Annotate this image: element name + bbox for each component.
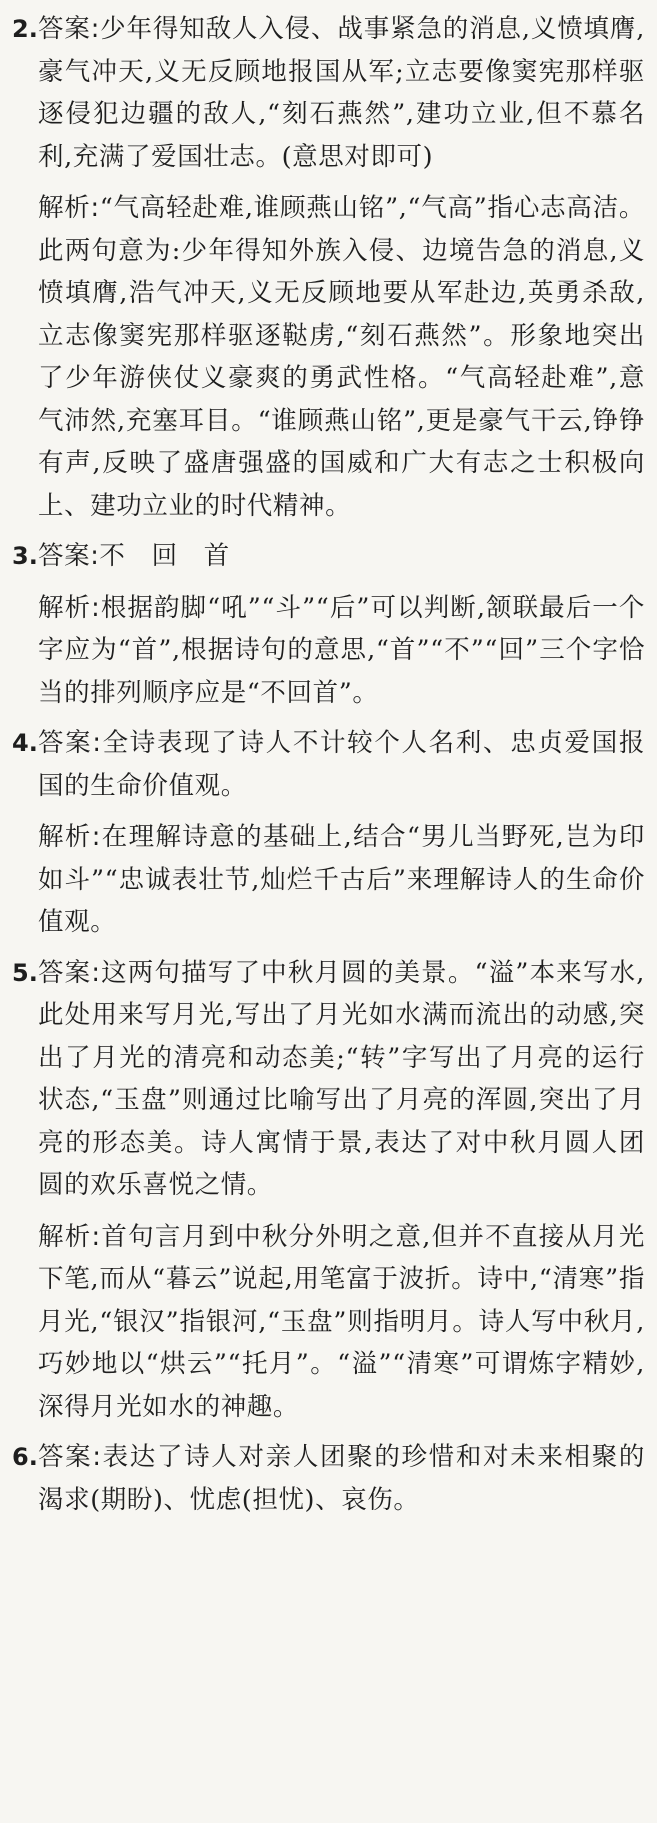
answer-paragraph xyxy=(38,952,645,1207)
answer-label: 答案: xyxy=(38,1442,102,1472)
answer-paragraph xyxy=(38,1436,645,1521)
answer-item-5 xyxy=(12,952,645,1429)
analysis-paragraph xyxy=(38,1216,645,1429)
analysis-text: 在理解诗意的基础上,结合“男儿当野死,岂为印如斗”“忠诚表壮节,灿烂千古后”来理解诗人的生命价值观。 xyxy=(38,822,645,937)
answer-text: 不 回 首 xyxy=(99,541,230,571)
answer-label: 答案: xyxy=(38,541,100,571)
analysis-text: 根据韵脚“吼”“斗”“后”可以判断,颔联最后一个字应为“首”,根据诗句的意思,“首”“不”“回”三个字恰当的排列顺序应是“不回首”。 xyxy=(38,592,645,708)
answer-text: 少年得知敌人入侵、战事紧急的消息,义愤填膺,豪气冲天,义无反顾地报国从军;立志要像窦宪那样驱逐侵犯边疆的敌人,“刻石燕然”,建功立业,但不慕名利,充满了爱国壮志。(意思对即可) xyxy=(38,14,645,172)
item-number: 5. xyxy=(12,958,38,987)
analysis-paragraph xyxy=(38,187,645,527)
analysis-label: 解析: xyxy=(38,1221,101,1252)
analysis-text: “气高轻赴难,谁顾燕山铭”,“气高”指心志高洁。此两句意为:少年得知外族入侵、边境告急的消息,义愤填膺,浩气冲天,义无反顾地要从军赴边,英勇杀敌,立志像窦宪那样驱逐鞑虏,“刻石燕然”。形象地突出了少年游侠仗义豪爽的勇武性格。“气高轻赴难”,意气沛然,充塞耳目。“谁顾燕山铭”,更是豪气干云,铮铮有声,反映了盛唐强盛的国威和广大有志之士积极向上、建功立业的时代精神。 xyxy=(38,193,645,521)
answer-text: 全诗表现了诗人不计较个人名利、忠贞爱国报国的生命价值观。 xyxy=(38,728,645,801)
item-number: 4. xyxy=(12,729,38,757)
item-number: 2. xyxy=(12,15,38,43)
analysis-label: 解析: xyxy=(38,592,101,623)
answer-item-3 xyxy=(12,535,645,714)
item-number: 3. xyxy=(12,542,38,570)
analysis-paragraph xyxy=(38,587,645,715)
item-number: 6. xyxy=(12,1443,38,1471)
answer-item-4 xyxy=(12,722,645,944)
analysis-paragraph xyxy=(38,816,645,944)
analysis-label: 解析: xyxy=(38,822,101,852)
answer-text: 表达了诗人对亲人团聚的珍惜和对未来相聚的渴求(期盼)、忧虑(担忧)、哀伤。 xyxy=(38,1442,645,1515)
answer-paragraph xyxy=(38,8,645,178)
answer-paragraph xyxy=(38,535,645,578)
analysis-text: 首句言月到中秋分外明之意,但并不直接从月光下笔,而从“暮云”说起,用笔富于波折。诗中,“清寒”指月光,“银汉”指银河,“玉盘”则指明月。诗人写中秋月,巧妙地以“烘云”“托月”。“溢”“清寒”可谓炼字精妙,深得月光如水的神趣。 xyxy=(38,1221,645,1422)
answer-item-6 xyxy=(12,1436,645,1521)
answer-text: 这两句描写了中秋月圆的美景。“溢”本来写水,此处用来写月光,写出了月光如水满而流出的动感,突出了月光的清亮和动态美;“转”字写出了月亮的运行状态,“玉盘”则通过比喻写出了月亮的浑圆,突出了月亮的形态美。诗人寓情于景,表达了对中秋月圆人团圆的欢乐喜悦之情。 xyxy=(38,957,645,1200)
answer-label: 答案: xyxy=(38,14,100,44)
analysis-label: 解析: xyxy=(38,193,100,223)
answer-label: 答案: xyxy=(38,728,102,758)
answer-label: 答案: xyxy=(38,957,101,988)
answer-item-2 xyxy=(12,8,645,527)
answer-paragraph xyxy=(38,722,645,807)
